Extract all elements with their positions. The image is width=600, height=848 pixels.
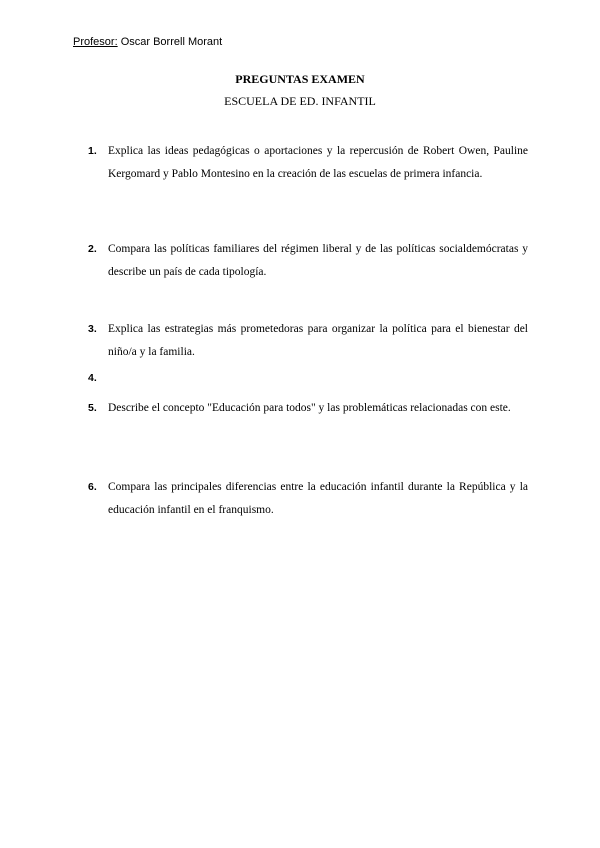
professor-line bbox=[73, 36, 222, 48]
question-number: 5. bbox=[88, 402, 97, 414]
school-subtitle: ESCUELA DE ED. INFANTIL bbox=[224, 94, 376, 108]
question-text: Compara las políticas familiares del régimen liberal y de las políticas socialdemócratas y describe un país de cada tipología. bbox=[108, 243, 528, 278]
question-item bbox=[88, 140, 528, 186]
question-item bbox=[88, 476, 528, 522]
question-text: Explica las ideas pedagógicas o aportaciones y la repercusión de Robert Owen, Pauline Kergomard y Pablo Montesino en la creación de las escuelas de primera infancia. bbox=[108, 145, 528, 180]
question-number: 4. bbox=[88, 372, 97, 384]
professor-label: Profesor: bbox=[73, 36, 118, 48]
question-text: Explica las estrategias más prometedoras para organizar la política para el bienestar del niño/a y la familia. bbox=[108, 323, 528, 358]
question-number: 2. bbox=[88, 243, 97, 255]
question-item bbox=[88, 397, 528, 420]
question-item bbox=[88, 238, 528, 284]
question-text: Describe el concepto "Educación para todos" y las problemáticas relacionadas con este. bbox=[108, 402, 511, 414]
exam-title: PREGUNTAS EXAMEN bbox=[235, 72, 365, 86]
question-text: Compara las principales diferencias entre la educación infantil durante la República y la educación infantil en el franquismo. bbox=[108, 481, 528, 516]
question-item bbox=[88, 318, 528, 364]
question-number: 3. bbox=[88, 323, 97, 335]
question-number: 1. bbox=[88, 145, 97, 157]
professor-name: Oscar Borrell Morant bbox=[120, 36, 223, 48]
question-number: 6. bbox=[88, 481, 97, 493]
